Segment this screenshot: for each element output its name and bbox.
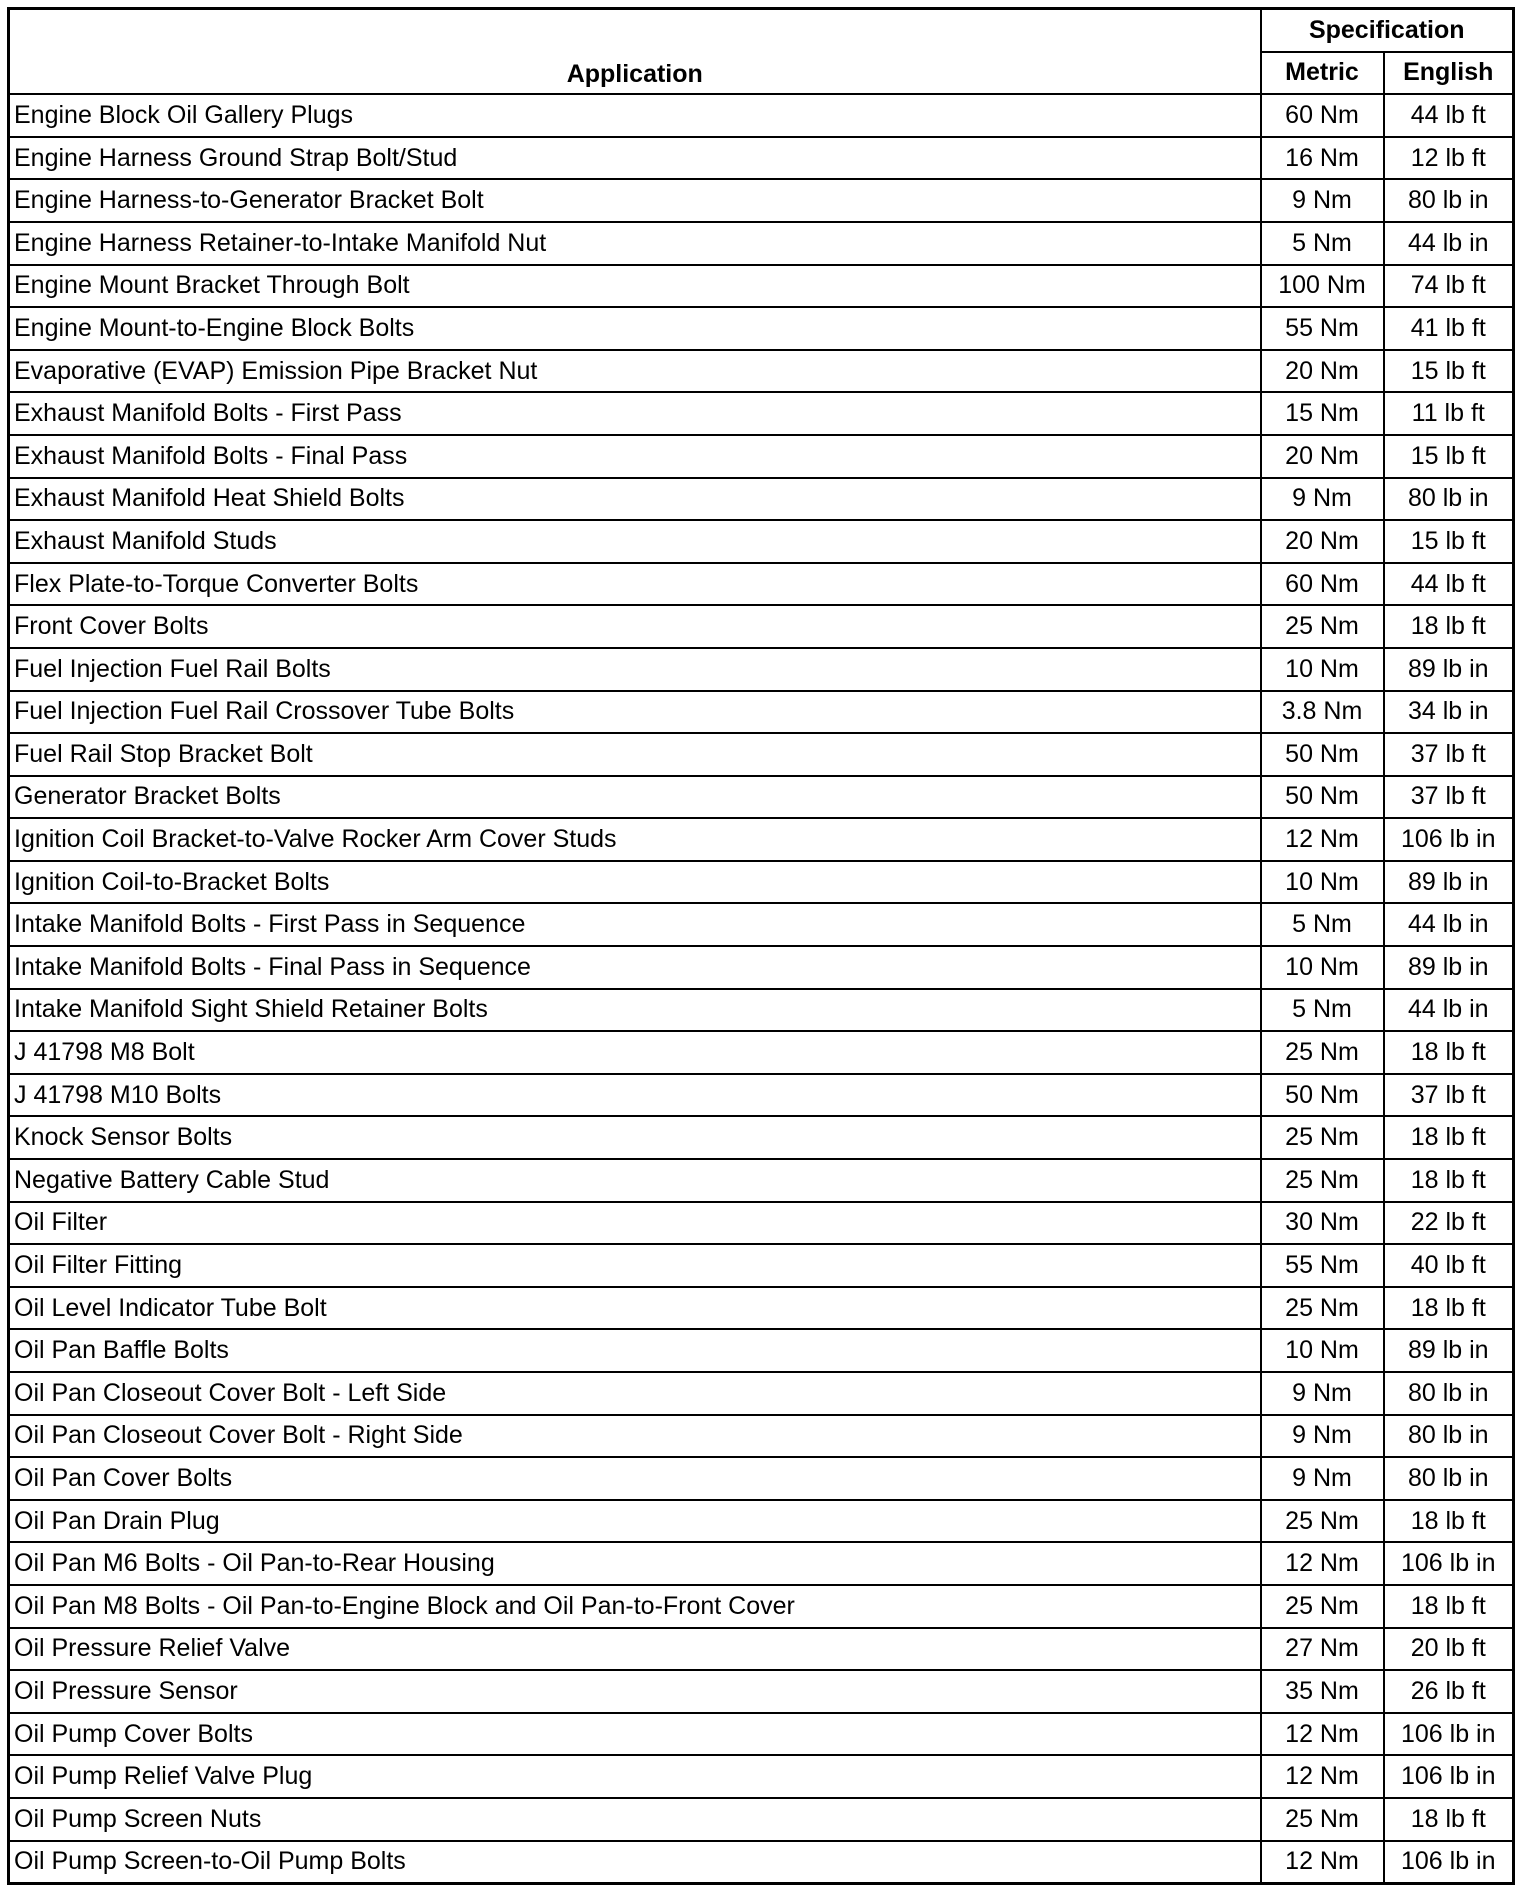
torque-spec-table (7, 7, 1515, 1885)
table-row (9, 733, 1514, 776)
english-cell: 41 lb ft (1384, 307, 1514, 350)
application-cell: Intake Manifold Bolts - First Pass in Sequence (9, 903, 1261, 946)
application-cell: Engine Mount-to-Engine Block Bolts (9, 307, 1261, 350)
english-cell: 80 lb in (1384, 1457, 1514, 1500)
table-row (9, 989, 1514, 1032)
metric-cell: 10 Nm (1261, 648, 1384, 691)
metric-cell: 9 Nm (1261, 478, 1384, 521)
table-row (9, 1798, 1514, 1841)
application-cell: Engine Harness-to-Generator Bracket Bolt (9, 179, 1261, 222)
application-cell: Oil Pan Drain Plug (9, 1500, 1261, 1543)
english-header: English (1384, 52, 1514, 95)
application-cell: Oil Pan Closeout Cover Bolt - Left Side (9, 1372, 1261, 1415)
table-row (9, 435, 1514, 478)
english-cell: 89 lb in (1384, 1329, 1514, 1372)
metric-cell: 9 Nm (1261, 1372, 1384, 1415)
application-cell: Intake Manifold Bolts - Final Pass in Sequence (9, 946, 1261, 989)
metric-cell: 10 Nm (1261, 1329, 1384, 1372)
metric-cell: 15 Nm (1261, 392, 1384, 435)
table-row (9, 265, 1514, 308)
application-cell: Oil Pan M6 Bolts - Oil Pan-to-Rear Housing (9, 1542, 1261, 1585)
application-cell: Ignition Coil-to-Bracket Bolts (9, 861, 1261, 904)
application-cell: Oil Pan M8 Bolts - Oil Pan-to-Engine Block and Oil Pan-to-Front Cover (9, 1585, 1261, 1628)
application-cell: Exhaust Manifold Bolts - Final Pass (9, 435, 1261, 478)
metric-cell: 30 Nm (1261, 1202, 1384, 1245)
table-row (9, 1159, 1514, 1202)
english-cell: 37 lb ft (1384, 776, 1514, 819)
metric-cell: 60 Nm (1261, 94, 1384, 137)
table-row (9, 1542, 1514, 1585)
table-row (9, 1031, 1514, 1074)
metric-cell: 50 Nm (1261, 733, 1384, 776)
metric-cell: 16 Nm (1261, 137, 1384, 180)
english-cell: 15 lb ft (1384, 520, 1514, 563)
metric-cell: 25 Nm (1261, 605, 1384, 648)
english-cell: 34 lb in (1384, 691, 1514, 734)
application-cell: Ignition Coil Bracket-to-Valve Rocker Arm Cover Studs (9, 818, 1261, 861)
english-cell: 106 lb in (1384, 1841, 1514, 1884)
application-cell: Engine Mount Bracket Through Bolt (9, 265, 1261, 308)
metric-cell: 20 Nm (1261, 350, 1384, 393)
table-row (9, 1244, 1514, 1287)
application-cell: Oil Pump Screen Nuts (9, 1798, 1261, 1841)
header-row (9, 9, 1514, 52)
application-cell: J 41798 M8 Bolt (9, 1031, 1261, 1074)
metric-cell: 25 Nm (1261, 1500, 1384, 1543)
english-cell: 15 lb ft (1384, 350, 1514, 393)
english-cell: 106 lb in (1384, 1542, 1514, 1585)
english-cell: 106 lb in (1384, 1755, 1514, 1798)
table-row (9, 1755, 1514, 1798)
application-cell: Engine Harness Ground Strap Bolt/Stud (9, 137, 1261, 180)
application-cell: Exhaust Manifold Studs (9, 520, 1261, 563)
metric-cell: 12 Nm (1261, 818, 1384, 861)
application-cell: J 41798 M10 Bolts (9, 1074, 1261, 1117)
english-cell: 18 lb ft (1384, 1798, 1514, 1841)
english-cell: 26 lb ft (1384, 1670, 1514, 1713)
application-cell: Generator Bracket Bolts (9, 776, 1261, 819)
application-cell: Engine Block Oil Gallery Plugs (9, 94, 1261, 137)
metric-cell: 20 Nm (1261, 435, 1384, 478)
application-cell: Exhaust Manifold Heat Shield Bolts (9, 478, 1261, 521)
metric-cell: 5 Nm (1261, 903, 1384, 946)
metric-cell: 25 Nm (1261, 1287, 1384, 1330)
table-row (9, 1329, 1514, 1372)
metric-cell: 100 Nm (1261, 265, 1384, 308)
table-row (9, 946, 1514, 989)
metric-cell: 25 Nm (1261, 1031, 1384, 1074)
table-row (9, 1457, 1514, 1500)
english-cell: 18 lb ft (1384, 1116, 1514, 1159)
table-row (9, 563, 1514, 606)
english-cell: 18 lb ft (1384, 1159, 1514, 1202)
application-cell: Exhaust Manifold Bolts - First Pass (9, 392, 1261, 435)
application-cell: Negative Battery Cable Stud (9, 1159, 1261, 1202)
table-row (9, 691, 1514, 734)
application-cell: Oil Pressure Sensor (9, 1670, 1261, 1713)
metric-cell: 27 Nm (1261, 1628, 1384, 1671)
english-cell: 18 lb ft (1384, 605, 1514, 648)
metric-cell: 5 Nm (1261, 989, 1384, 1032)
metric-cell: 9 Nm (1261, 179, 1384, 222)
english-cell: 80 lb in (1384, 1415, 1514, 1458)
application-cell: Fuel Injection Fuel Rail Bolts (9, 648, 1261, 691)
application-cell: Fuel Rail Stop Bracket Bolt (9, 733, 1261, 776)
table-row (9, 903, 1514, 946)
table-row (9, 179, 1514, 222)
english-cell: 18 lb ft (1384, 1585, 1514, 1628)
metric-cell: 25 Nm (1261, 1116, 1384, 1159)
application-cell: Oil Pressure Relief Valve (9, 1628, 1261, 1671)
metric-cell: 55 Nm (1261, 307, 1384, 350)
english-cell: 106 lb in (1384, 818, 1514, 861)
table-row (9, 222, 1514, 265)
english-cell: 44 lb in (1384, 989, 1514, 1032)
metric-cell: 9 Nm (1261, 1415, 1384, 1458)
specification-header: Specification (1261, 9, 1514, 52)
application-cell: Oil Pan Cover Bolts (9, 1457, 1261, 1500)
english-cell: 40 lb ft (1384, 1244, 1514, 1287)
table-row (9, 94, 1514, 137)
metric-cell: 10 Nm (1261, 946, 1384, 989)
english-cell: 106 lb in (1384, 1713, 1514, 1756)
table-body (9, 94, 1514, 1883)
english-cell: 12 lb ft (1384, 137, 1514, 180)
english-cell: 18 lb ft (1384, 1500, 1514, 1543)
english-cell: 18 lb ft (1384, 1031, 1514, 1074)
application-cell: Oil Pump Screen-to-Oil Pump Bolts (9, 1841, 1261, 1884)
table-row (9, 1841, 1514, 1884)
metric-cell: 60 Nm (1261, 563, 1384, 606)
table-row (9, 1628, 1514, 1671)
metric-cell: 50 Nm (1261, 776, 1384, 819)
metric-cell: 50 Nm (1261, 1074, 1384, 1117)
english-cell: 44 lb ft (1384, 563, 1514, 606)
table-row (9, 1415, 1514, 1458)
english-cell: 89 lb in (1384, 861, 1514, 904)
table-row (9, 818, 1514, 861)
metric-cell: 55 Nm (1261, 1244, 1384, 1287)
metric-cell: 12 Nm (1261, 1542, 1384, 1585)
english-cell: 44 lb in (1384, 903, 1514, 946)
english-cell: 89 lb in (1384, 648, 1514, 691)
metric-cell: 25 Nm (1261, 1798, 1384, 1841)
application-cell: Oil Pump Cover Bolts (9, 1713, 1261, 1756)
english-cell: 37 lb ft (1384, 733, 1514, 776)
table-row (9, 1287, 1514, 1330)
table-header (9, 9, 1514, 95)
table-row (9, 137, 1514, 180)
table-row (9, 1585, 1514, 1628)
application-cell: Oil Level Indicator Tube Bolt (9, 1287, 1261, 1330)
table-row (9, 1500, 1514, 1543)
english-cell: 80 lb in (1384, 1372, 1514, 1415)
application-header: Application (9, 9, 1261, 95)
metric-cell: 3.8 Nm (1261, 691, 1384, 734)
metric-cell: 10 Nm (1261, 861, 1384, 904)
metric-cell: 25 Nm (1261, 1159, 1384, 1202)
metric-cell: 9 Nm (1261, 1457, 1384, 1500)
english-cell: 80 lb in (1384, 478, 1514, 521)
application-cell: Fuel Injection Fuel Rail Crossover Tube Bolts (9, 691, 1261, 734)
english-cell: 89 lb in (1384, 946, 1514, 989)
metric-header: Metric (1261, 52, 1384, 95)
application-cell: Oil Pan Baffle Bolts (9, 1329, 1261, 1372)
application-cell: Engine Harness Retainer-to-Intake Manifold Nut (9, 222, 1261, 265)
metric-cell: 25 Nm (1261, 1585, 1384, 1628)
table-row (9, 776, 1514, 819)
english-cell: 11 lb ft (1384, 392, 1514, 435)
metric-cell: 5 Nm (1261, 222, 1384, 265)
english-cell: 74 lb ft (1384, 265, 1514, 308)
metric-cell: 12 Nm (1261, 1841, 1384, 1884)
english-cell: 18 lb ft (1384, 1287, 1514, 1330)
table-row (9, 392, 1514, 435)
application-cell: Oil Filter Fitting (9, 1244, 1261, 1287)
application-cell: Knock Sensor Bolts (9, 1116, 1261, 1159)
table-row (9, 307, 1514, 350)
application-cell: Intake Manifold Sight Shield Retainer Bolts (9, 989, 1261, 1032)
application-cell: Oil Pan Closeout Cover Bolt - Right Side (9, 1415, 1261, 1458)
metric-cell: 20 Nm (1261, 520, 1384, 563)
table-row (9, 1670, 1514, 1713)
application-cell: Oil Pump Relief Valve Plug (9, 1755, 1261, 1798)
english-cell: 15 lb ft (1384, 435, 1514, 478)
metric-cell: 12 Nm (1261, 1755, 1384, 1798)
application-cell: Oil Filter (9, 1202, 1261, 1245)
english-cell: 37 lb ft (1384, 1074, 1514, 1117)
application-cell: Flex Plate-to-Torque Converter Bolts (9, 563, 1261, 606)
english-cell: 22 lb ft (1384, 1202, 1514, 1245)
english-cell: 80 lb in (1384, 179, 1514, 222)
table-row (9, 520, 1514, 563)
application-cell: Evaporative (EVAP) Emission Pipe Bracket Nut (9, 350, 1261, 393)
english-cell: 20 lb ft (1384, 1628, 1514, 1671)
metric-cell: 35 Nm (1261, 1670, 1384, 1713)
english-cell: 44 lb in (1384, 222, 1514, 265)
table-row (9, 1372, 1514, 1415)
table-row (9, 605, 1514, 648)
table-row (9, 1116, 1514, 1159)
metric-cell: 12 Nm (1261, 1713, 1384, 1756)
application-cell: Front Cover Bolts (9, 605, 1261, 648)
table-row (9, 1074, 1514, 1117)
table-row (9, 1202, 1514, 1245)
table-row (9, 478, 1514, 521)
table-row (9, 648, 1514, 691)
table-row (9, 350, 1514, 393)
table-row (9, 1713, 1514, 1756)
table-row (9, 861, 1514, 904)
english-cell: 44 lb ft (1384, 94, 1514, 137)
